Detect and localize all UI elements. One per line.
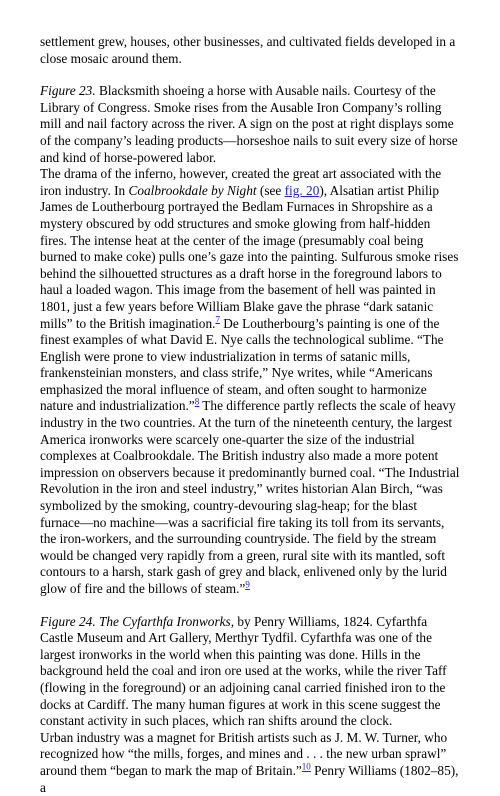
paragraph-inferno-text-e: The difference partly reflects the scale of heavy industry in the two countries. At the turn of the nineteenth century, the largest America ironworks were scarcely one-quarter the size of the industrial complexes at Coalbrookdale. The British industry also made a more potent impression on observers because it predominantly burned coal. “The Industrial Revolution in the iron and steel industry,” writes historian Alan Birch, “was symbolized by the smoking, country-devouring slag-heap; for the blast furnace—no machine—was a sacrificial fire taking its toll from its servants, the iron-workers, and the surrounding countryside. The field by the stream would be changed very rapidly from a green, rural site with its mantled, soft contours to a harsh, stark gash of grey and black, enlivened only by the lurid glow of fire and the billows of steam.” — [40, 398, 460, 596]
figure-23-text: Blacksmith shoeing a horse with Ausable nails. Courtesy of the Library of Congress. Smoke rises from the Ausable Iron Company’s rolling mill and nail factory across the river. A sign on the post at right displays some of the company’s leading products—horseshoe nails to suit every size of horse and kind of horse-powered labor. — [40, 83, 458, 165]
footnote-9-link[interactable]: 9 — [245, 579, 250, 590]
paragraph-inferno-text-a: The drama of the inferno, however, created the great art associated with the iron industry. In — [40, 166, 442, 198]
painting-title: Coalbrookdale by Night — [128, 182, 257, 198]
figure-24-text: by Penry Williams, 1824. Cyfarthfa Castle Museum and Art Gallery, Merthyr Tydfil. Cyfarthfa was one of the largest ironworks in the world when this painting was done. Hills in the background held the coal and iron ore used at the works, while the river Taff (flowing in the foreground) or an adjoining canal carried finished iron to the docks at Cardiff. The many human figures at work in this scene suggest the constant activity in such places, which ran shifts around the clock. — [40, 613, 447, 729]
figure-20-link[interactable]: fig. 20 — [284, 182, 320, 198]
paragraph-inferno-text-d: De Loutherbourg’s painting is one of the finest examples of what David E. Nye calls the technological sublime. “The English were prone to view industrialization in terms of satanic mills, frankensteinian monsters, and class strife,” Nye writes, while “Americans emphasized the moral influence of steam, and often sought to harmonize nature and industrialization.” — [40, 315, 444, 414]
paragraph-inferno — [40, 166, 460, 597]
paragraph-inferno-text-b: (see — [256, 182, 285, 198]
footnote-7-link[interactable]: 7 — [215, 314, 220, 325]
paragraph-settlement: settlement grew, houses, other businesses, and cultivated fields developed in a close mosaic around them. — [40, 34, 456, 66]
paragraph-urban-industry — [40, 730, 460, 796]
figure-23-caption — [40, 83, 460, 166]
footnote-9 — [245, 580, 250, 590]
footnote-10 — [302, 762, 311, 772]
footnote-10-link[interactable]: 10 — [301, 761, 311, 772]
paragraph-urban-text-a: Urban industry was a magnet for British artists such as J. M. W. Turner, who recognized how “the mills, forges, and mines and . . . the new urban sprawl” around them “began to mark the map of Britain.” — [40, 729, 448, 778]
paragraph-inferno-text-c: ), Alsatian artist Philip James de Loutherbourg portrayed the Bedlam Furnaces in Shropshire as a mystery obscured by odd structures and smoke glowing from half-hidden fires. The intense heat at the center of the image (presumably coal being burned to make coke) pulls one’s gaze into the painting. Sulfurous smoke rises behind the silhouetted structures as a draft horse in the foreground labors to haul a loaded wagon. This image from the basement of hell was painted in 1801, just a few years before William Blake gave the phrase “dark satanic mills” to the British imagination. — [40, 182, 459, 331]
paragraph-urban-text-b: Penry Williams (1802–85), a — [40, 762, 459, 795]
figure-24-caption — [40, 614, 460, 730]
figure-24-label: Figure 24. The Cyfarthfa Ironworks, — [40, 613, 235, 629]
footnote-8-link[interactable]: 8 — [194, 397, 200, 408]
figure-23-label: Figure 23. — [40, 83, 96, 99]
